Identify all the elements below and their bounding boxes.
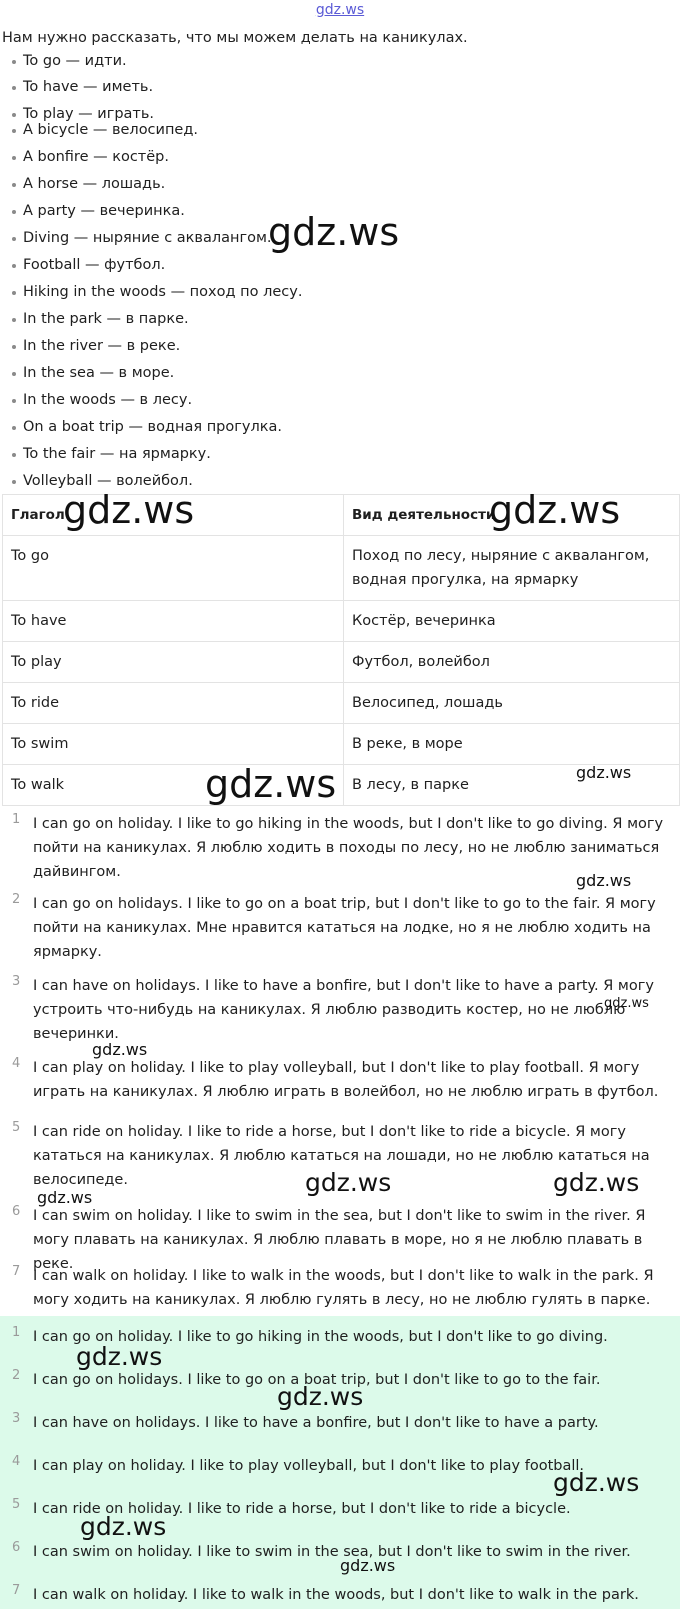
table-row bbox=[3, 536, 680, 601]
answer-number: 3 bbox=[12, 1411, 21, 1426]
activity-cell: Футбол, волейбол bbox=[344, 642, 680, 683]
table-row bbox=[3, 601, 680, 642]
bullet-icon bbox=[12, 318, 16, 322]
answer-number: 4 bbox=[12, 1056, 21, 1071]
answer-number: 1 bbox=[12, 1325, 21, 1340]
answer-number: 2 bbox=[12, 892, 21, 907]
answer-number: 5 bbox=[12, 1497, 21, 1512]
header-verb: Глагол bbox=[3, 495, 344, 536]
activity-cell: В лесу, в парке bbox=[344, 765, 680, 806]
watermark: gdz.ws bbox=[576, 763, 632, 782]
answer-number: 6 bbox=[12, 1204, 21, 1219]
answer-text: I can swim on holiday. I like to swim in the sea, but I don't like to swim in the river. Я могу плавать на каникулах. Я люблю плавать в море, но я не люблю плавать в реке. bbox=[33, 1208, 646, 1272]
verb-cell: To go bbox=[3, 536, 344, 601]
answer-text: I can ride on holiday. I like to ride a horse, but I don't like to ride a bicycle. Я могу кататься на каникулах. Я люблю кататься на лошади, но не люблю кататься на велосипеде. bbox=[33, 1124, 650, 1188]
answer-text: I can walk on holiday. I like to walk in the woods, but I don't like to walk in the park. Я могу ходить на каникулах. Я люблю гулять в лесу, но не люблю гулять в парке. bbox=[33, 1268, 654, 1308]
answer-number: 7 bbox=[12, 1264, 21, 1279]
verb-cell: To ride bbox=[3, 683, 344, 724]
watermark: gdz.ws bbox=[553, 1168, 640, 1197]
watermark: gdz.ws bbox=[268, 210, 400, 254]
verb-cell: To walk bbox=[3, 765, 344, 806]
header-activity: Вид деятельности bbox=[344, 495, 680, 536]
bullet-icon bbox=[12, 183, 16, 187]
answer-number: 3 bbox=[12, 974, 21, 989]
answer-text: I can ride on holiday. I like to ride a horse, but I don't like to ride a bicycle. bbox=[33, 1501, 571, 1517]
bullet-icon bbox=[12, 480, 16, 484]
verb-cell: To play bbox=[3, 642, 344, 683]
watermark: gdz.ws bbox=[576, 871, 632, 890]
verb-activity-table bbox=[2, 494, 680, 806]
answer-number: 2 bbox=[12, 1368, 21, 1383]
bullet-icon bbox=[12, 426, 16, 430]
bullet-icon bbox=[12, 86, 16, 90]
watermark: gdz.ws bbox=[305, 1168, 392, 1197]
bullet-icon bbox=[12, 129, 16, 133]
answer-number: 6 bbox=[12, 1540, 21, 1555]
bullet-icon bbox=[12, 453, 16, 457]
watermark: gdz.ws bbox=[37, 1188, 93, 1207]
activity-cell: Велосипед, лошадь bbox=[344, 683, 680, 724]
bullet-icon bbox=[12, 399, 16, 403]
bullet-icon bbox=[12, 156, 16, 160]
activity-cell: Костёр, вечеринка bbox=[344, 601, 680, 642]
watermark: gdz.ws bbox=[553, 1468, 640, 1497]
watermark: gdz.ws bbox=[340, 1556, 396, 1575]
activity-cell: В реке, в море bbox=[344, 724, 680, 765]
watermark: gdz.ws bbox=[92, 1040, 148, 1059]
watermark: gdz.ws bbox=[80, 1512, 167, 1541]
table-row bbox=[3, 683, 680, 724]
bullet-icon bbox=[12, 237, 16, 241]
bullet-icon bbox=[12, 345, 16, 349]
bullet-icon bbox=[12, 60, 16, 64]
answer-text: I can go on holidays. I like to go on a boat trip, but I don't like to go to the fair. Я могу пойти на каникулах. Мне нравится кататься на лодке, но я не люблю ходить на ярмарку. bbox=[33, 896, 656, 960]
answer-text: I can play on holiday. I like to play volleyball, but I don't like to play football. Я могу играть на каникулах. Я люблю играть в волейбол, но не люблю играть в футбол. bbox=[33, 1060, 659, 1100]
watermark: gdz.ws bbox=[205, 762, 337, 806]
bullet-icon bbox=[12, 291, 16, 295]
activity-cell: Поход по лесу, ныряние с аквалангом, водная прогулка, на ярмарку bbox=[344, 536, 680, 601]
bullet-icon bbox=[12, 372, 16, 376]
verb-cell: To have bbox=[3, 601, 344, 642]
answer-text: I can walk on holiday. I like to walk in the woods, but I don't like to walk in the park. bbox=[33, 1587, 639, 1603]
answer-text: I can play on holiday. I like to play volleyball, but I don't like to play football. bbox=[33, 1458, 585, 1474]
answer-text: I can have on holidays. I like to have a bonfire, but I don't like to have a party. Я могу устроить что-нибудь на каникулах. Я люблю разводить костер, но не люблю вечеринки. bbox=[33, 978, 654, 1042]
answer-number: 4 bbox=[12, 1454, 21, 1469]
watermark: gdz.ws bbox=[76, 1342, 163, 1371]
watermark: gdz.ws bbox=[604, 996, 649, 1011]
answer-text: I can have on holidays. I like to have a bonfire, but I don't like to have a party. bbox=[33, 1415, 599, 1431]
answer-number: 7 bbox=[12, 1583, 21, 1598]
answer-number: 5 bbox=[12, 1120, 21, 1135]
header-site-link[interactable]: gdz.ws bbox=[315, 2, 365, 18]
watermark: gdz.ws bbox=[489, 488, 621, 532]
answer-number: 1 bbox=[12, 812, 21, 827]
watermark: gdz.ws bbox=[63, 488, 195, 532]
intro-text: Нам нужно рассказать, что мы можем делать на каникулах. bbox=[2, 30, 468, 46]
watermark: gdz.ws bbox=[277, 1382, 364, 1411]
answer-text: I can go on holiday. I like to go hiking in the woods, but I don't like to go diving. bbox=[33, 1329, 608, 1345]
table-row bbox=[3, 724, 680, 765]
answer-text: I can go on holidays. I like to go on a boat trip, but I don't like to go to the fair. bbox=[33, 1372, 601, 1388]
bullet-icon bbox=[12, 264, 16, 268]
bullet-icon bbox=[12, 113, 16, 117]
table-row bbox=[3, 642, 680, 683]
answer-text: I can go on holiday. I like to go hiking in the woods, but I don't like to go diving. Я могу пойти на каникулах. Я люблю ходить в походы по лесу, но не люблю заниматься дайвингом. bbox=[33, 816, 664, 880]
answer-text: I can swim on holiday. I like to swim in the sea, but I don't like to swim in the river. bbox=[33, 1544, 631, 1560]
verb-cell: To swim bbox=[3, 724, 344, 765]
bullet-icon bbox=[12, 210, 16, 214]
